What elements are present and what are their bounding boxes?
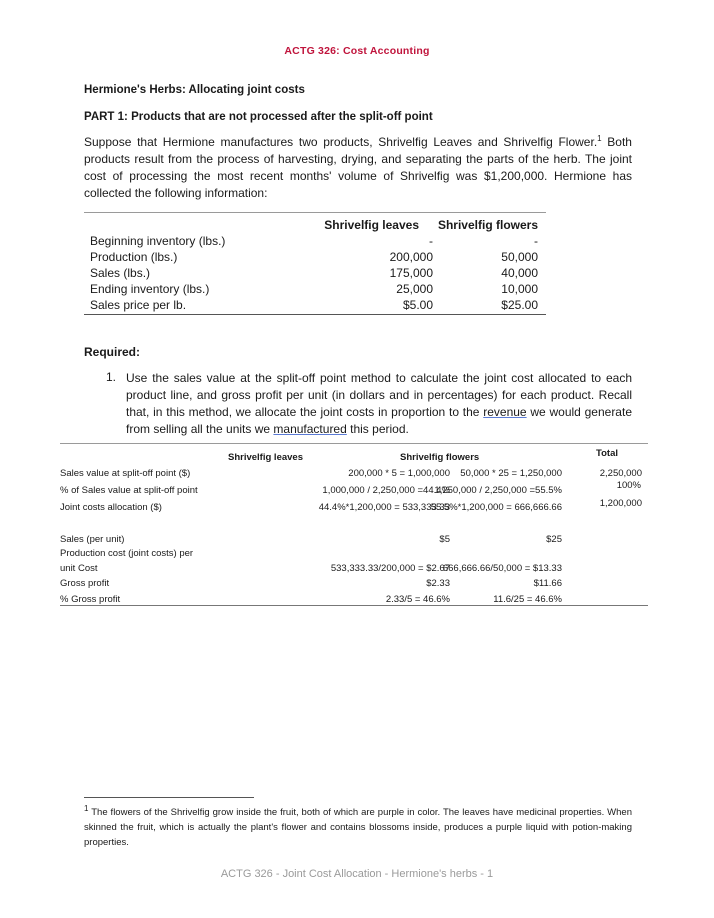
info-row-flowers: 50,000 <box>501 250 538 264</box>
question-text-part: we would generate from selling all the units we <box>126 405 632 436</box>
footnote-number: 1 <box>84 803 89 813</box>
calc-row-flowers: $25 <box>546 534 562 545</box>
calc-row-label: Joint costs allocation ($) <box>60 502 162 513</box>
calc-row-flowers: 11.6/25 = 46.6% <box>493 594 562 605</box>
info-row-flowers: - <box>534 234 538 248</box>
question-text <box>126 370 632 438</box>
info-row <box>84 298 546 314</box>
underlined-manufactured: manufactured <box>273 422 347 436</box>
info-row-label: Sales price per lb. <box>90 298 187 312</box>
info-row-leaves: 25,000 <box>396 282 433 296</box>
calc-row-label: unit Cost <box>60 563 98 574</box>
question-text-part: this period. <box>346 422 409 436</box>
info-row-label: Ending inventory (lbs.) <box>90 282 210 296</box>
info-row <box>84 266 546 282</box>
footnote-separator <box>84 797 254 798</box>
info-row-leaves: 175,000 <box>389 266 433 280</box>
calc-row-flowers: 50,000 * 25 = 1,250,000 <box>460 468 562 479</box>
calc-row-label: % of Sales value at split-off point <box>60 485 198 496</box>
calc-row-leaves: $2.33 <box>426 578 450 589</box>
calc-row-label: Production cost (joint costs) per <box>60 548 194 559</box>
info-header-leaves: Shrivelfig leaves <box>324 218 419 232</box>
calc-row-total: 2,250,000 <box>599 468 642 479</box>
info-row-leaves: $5.00 <box>402 298 433 312</box>
calc-row-label: Sales (per unit) <box>60 534 125 545</box>
calc-row-leaves: 1,000,000 / 2,250,000 =44.4% <box>322 485 450 496</box>
footnote-text: The flowers of the Shrivelfig grow inside the fruit, both of which are purple in color. The leaves have medicinal properties. When skinned the fruit, which is actually the plant's flower and contains blossoms inside, produces a purple liquid with potion-making properties. <box>84 807 632 848</box>
calc-row-label: % Gross profit <box>60 594 121 605</box>
info-row-flowers: $25.00 <box>501 298 538 312</box>
info-header-row <box>84 213 546 234</box>
calc-row-flowers: 55.5%*1,200,000 = 666,666.66 <box>430 502 562 513</box>
required-heading: Required: <box>84 345 141 359</box>
underlined-revenue: revenue <box>483 405 527 419</box>
info-row <box>84 250 546 266</box>
calc-header-leaves: Shrivelfig leaves <box>228 452 303 463</box>
info-row-leaves: 200,000 <box>389 250 433 264</box>
calc-row-flowers: 666,666.66/50,000 = $13.33 <box>442 563 562 574</box>
intro-text-after: Both products result from the process of harvesting, drying, and separating the parts of the herb. The joint cost of processing the most recent months' volume of Shrivelfig was $1,200,000. Hermione has collected the following information: <box>84 135 632 200</box>
calc-row-leaves: $5 <box>439 534 450 545</box>
info-row-label: Sales (lbs.) <box>90 266 151 280</box>
calc-row-total: 100% <box>616 480 641 491</box>
info-row-flowers: 40,000 <box>501 266 538 280</box>
info-row-leaves: - <box>429 234 433 248</box>
footnote <box>84 805 632 850</box>
page-header: ACTG 326: Cost Accounting <box>284 45 430 57</box>
info-row-flowers: 10,000 <box>501 282 538 296</box>
calc-header-flowers: Shrivelfig flowers <box>400 452 480 463</box>
calc-row-leaves: 533,333.33/200,000 = $2.67 <box>330 563 450 574</box>
calc-row-label: Sales value at split-off point ($) <box>60 468 191 479</box>
calc-row-flowers: $11.66 <box>533 578 562 589</box>
footnote-ref: 1 <box>597 134 602 143</box>
calc-header-total: Total <box>596 448 618 459</box>
intro-text-before: Suppose that Hermione manufactures two products, Shrivelfig Leaves and Shrivelfig Flower. <box>84 135 598 149</box>
calc-row-leaves: 200,000 * 5 = 1,000,000 <box>348 468 450 479</box>
calc-row-total: 1,200,000 <box>599 498 642 509</box>
question-number: 1. <box>106 370 117 384</box>
info-row-label: Production (lbs.) <box>90 250 178 264</box>
intro-paragraph <box>84 134 632 202</box>
question-text-part: Use the sales value at the split-off point method to calculate the joint cost allocated to each product line, and gross profit per unit (in dollars and in percentages) for each product. Recall that, in this method, we allocate the joint costs in proportion to the <box>126 371 632 419</box>
info-row <box>84 234 546 250</box>
calc-row-leaves: 44.4%*1,200,000 = 533,333.33 <box>318 502 450 513</box>
product-info-table <box>84 212 546 315</box>
page-footer: ACTG 326 - Joint Cost Allocation - Hermione's herbs - 1 <box>220 868 494 880</box>
info-header-flowers: Shrivelfig flowers <box>437 218 538 232</box>
info-row-label: Beginning inventory (lbs.) <box>90 234 226 248</box>
document-title: Hermione's Herbs: Allocating joint costs <box>84 84 305 96</box>
joint-cost-calculation-table <box>60 443 648 605</box>
calc-row-leaves: 2.33/5 = 46.6% <box>385 594 450 605</box>
part-title: PART 1: Products that are not processed after the split-off point <box>84 111 433 123</box>
calc-row-flowers: 1,250,000 / 2,250,000 =55.5% <box>434 485 562 496</box>
calc-row-label: Gross profit <box>60 578 110 589</box>
info-row <box>84 282 546 298</box>
